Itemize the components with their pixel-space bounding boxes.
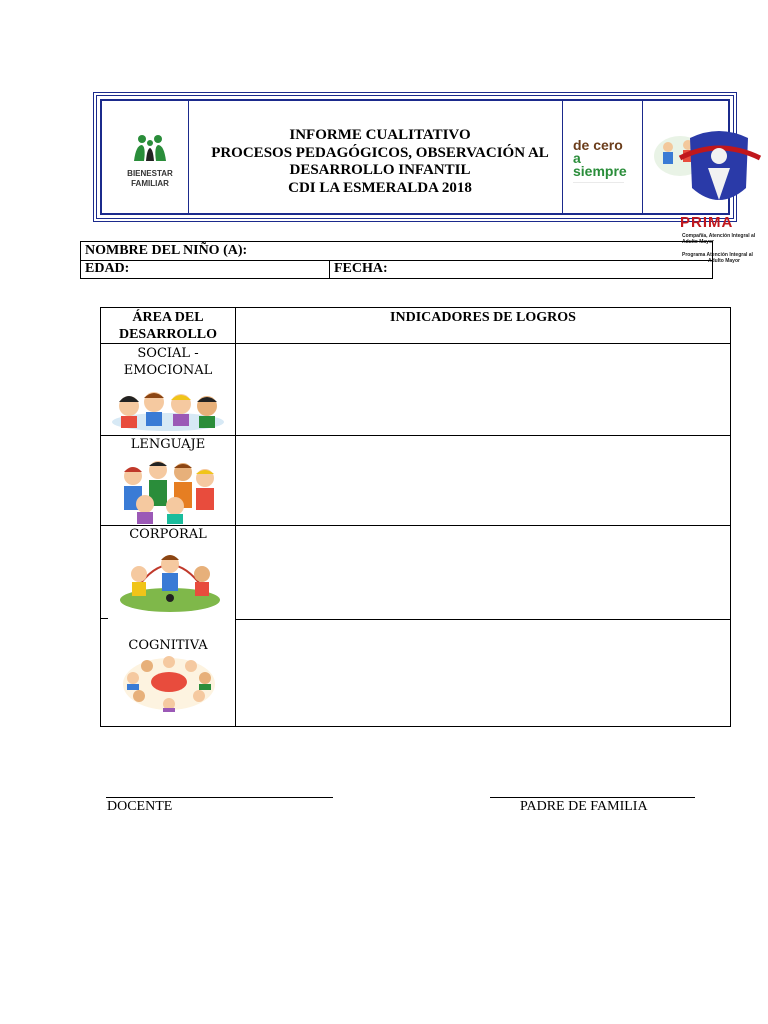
padre-signature-line bbox=[490, 797, 695, 798]
de-cero-a-siempre-logo: de cero a siempre ――――――――――――――――― bbox=[573, 137, 627, 184]
decero-line-1: de cero bbox=[573, 137, 623, 153]
indicators-column-header: INDICADORES DE LOGROS bbox=[390, 310, 576, 325]
padre-label: PADRE DE FAMILIA bbox=[520, 799, 648, 814]
fecha-label: FECHA: bbox=[334, 261, 388, 276]
header-frame bbox=[93, 92, 737, 222]
children-group-icon bbox=[109, 384, 227, 432]
area-lenguaje bbox=[101, 436, 235, 453]
title-line-4: CDI LA ESMERALDA 2018 bbox=[288, 179, 472, 196]
area-header-line-1: ÁREA DEL bbox=[132, 310, 204, 325]
social-line-1: SOCIAL - bbox=[137, 346, 199, 361]
prima-line-4: Adulto Mayor bbox=[708, 258, 740, 264]
prima-title: PRIMA bbox=[680, 214, 734, 231]
development-areas-table bbox=[100, 307, 731, 727]
shield-figure-icon bbox=[670, 128, 768, 218]
social-line-2: EMOCIONAL bbox=[123, 363, 213, 378]
decero-line-2: a siempre bbox=[573, 150, 627, 179]
area-header-line-2: DESARROLLO bbox=[118, 327, 218, 342]
prima-line-3: Programa Atención Integral al bbox=[682, 252, 753, 258]
title-line-3: DESARROLLO INFANTIL bbox=[289, 162, 471, 178]
prima-line-1: Compañía, Atención Integral al bbox=[682, 233, 756, 239]
kids-playing-icon bbox=[117, 548, 223, 612]
family-icon bbox=[130, 133, 170, 163]
bienestar-familiar-logo bbox=[124, 133, 176, 188]
kids-circle-icon bbox=[121, 656, 217, 712]
cognitiva-line-1: COGNITIVA bbox=[128, 638, 208, 653]
prima-line-2: Adulto Mayor bbox=[682, 239, 714, 245]
corporal-line-1: CORPORAL bbox=[129, 527, 207, 542]
title-line-2: PROCESOS PEDAGÓGICOS, OBSERVACIÓN AL bbox=[211, 144, 549, 161]
docente-signature-line bbox=[106, 797, 333, 798]
student-info-table bbox=[80, 241, 713, 279]
bienestar-line-1: BIENESTAR bbox=[127, 169, 173, 178]
kids-talking-icon bbox=[113, 456, 223, 524]
area-corporal bbox=[101, 526, 235, 543]
title-line-1: INFORME CUALITATIVO bbox=[289, 127, 471, 143]
bienestar-line-2: FAMILIAR bbox=[131, 179, 169, 188]
docente-label: DOCENTE bbox=[107, 799, 173, 814]
area-social-emocional bbox=[101, 345, 235, 379]
report-title bbox=[194, 127, 566, 197]
area-column-header bbox=[101, 309, 235, 343]
edad-label: EDAD: bbox=[85, 261, 130, 276]
area-cognitiva bbox=[101, 637, 235, 654]
nombre-label: NOMBRE DEL NIÑO (A): bbox=[85, 243, 248, 258]
lenguaje-line-1: LENGUAJE bbox=[130, 437, 206, 452]
